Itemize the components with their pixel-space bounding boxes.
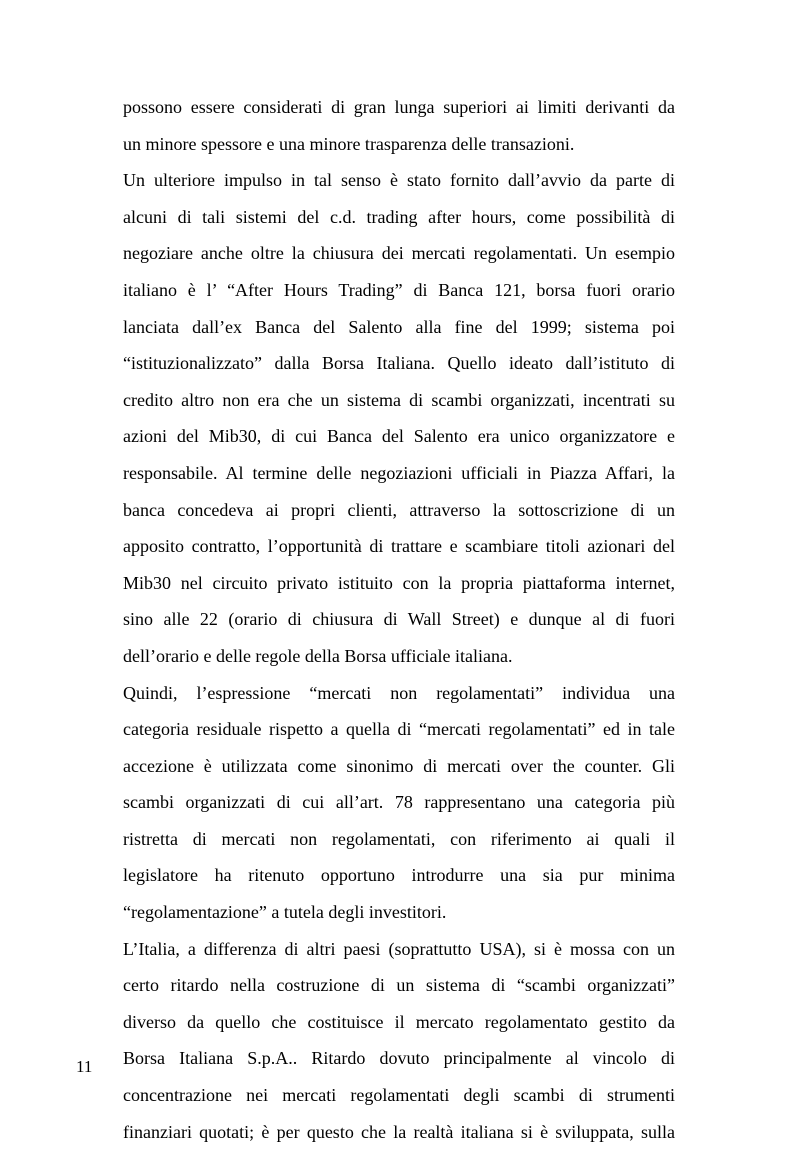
text-line: negoziare anche oltre la chiusura dei mercati regolamentati. Un esempio <box>123 243 675 264</box>
text-line: concentrazione nei mercati regolamentati degli scambi di strumenti <box>123 1085 675 1106</box>
text-line: certo ritardo nella costruzione di un sistema di “scambi organizzati” <box>123 975 675 996</box>
text-line: scambi organizzati di cui all’art. 78 rappresentano una categoria più <box>123 792 675 813</box>
text-line: responsabile. Al termine delle negoziazioni ufficiali in Piazza Affari, la <box>123 462 675 483</box>
text-line: “istituzionalizzato” dalla Borsa Italiana. Quello ideato dall’istituto di <box>123 353 675 374</box>
text-line: possono essere considerati di gran lunga superiori ai limiti derivanti da <box>123 97 675 117</box>
text-line: sino alle 22 (orario di chiusura di Wall Street) e dunque al di fuori <box>123 609 675 630</box>
text-line: dell’orario e delle regole della Borsa ufficiale italiana. <box>123 645 513 666</box>
text-line: italiano è l’ “After Hours Trading” di Banca 121, borsa fuori orario <box>123 279 675 300</box>
text-line: ristretta di mercati non regolamentati, con riferimento ai quali il <box>123 828 675 849</box>
document-body <box>123 89 675 1150</box>
paragraph-2 <box>123 162 675 674</box>
text-line: azioni del Mib30, di cui Banca del Salento era unico organizzatore e <box>123 426 675 447</box>
text-line: “regolamentazione” a tutela degli investitori. <box>123 902 447 923</box>
text-line: finanziari quotati; è per questo che la realtà italiana si è sviluppata, sulla <box>123 1121 675 1142</box>
text-line: Quindi, l’espressione “mercati non regolamentati” individua una <box>123 682 675 703</box>
text-line: Un ulteriore impulso in tal senso è stato fornito dall’avvio da parte di <box>123 170 675 191</box>
text-line: categoria residuale rispetto a quella di “mercati regolamentati” ed in tale <box>123 719 675 740</box>
text-line: alcuni di tali sistemi del c.d. trading after hours, come possibilità di <box>123 206 675 227</box>
text-line: banca concedeva ai propri clienti, attraverso la sottoscrizione di un <box>123 499 675 520</box>
text-line: credito altro non era che un sistema di scambi organizzati, incentrati su <box>123 389 675 410</box>
text-line: apposito contratto, l’opportunità di trattare e scambiare titoli azionari del <box>123 536 675 557</box>
page-number: 11 <box>76 1057 93 1076</box>
paragraph-1 <box>123 89 675 162</box>
text-line: Borsa Italiana S.p.A.. Ritardo dovuto principalmente al vincolo di <box>123 1048 675 1069</box>
text-line: un minore spessore e una minore trasparenza delle transazioni. <box>123 133 575 154</box>
text-line: legislatore ha ritenuto opportuno introdurre una sia pur minima <box>123 865 675 886</box>
paragraph-3 <box>123 675 675 931</box>
text-line: diverso da quello che costituisce il mercato regolamentato gestito da <box>123 1011 675 1032</box>
text-line: Mib30 nel circuito privato istituito con la propria piattaforma internet, <box>123 572 675 593</box>
paragraph-4 <box>123 931 675 1150</box>
text-line: lanciata dall’ex Banca del Salento alla fine del 1999; sistema poi <box>123 316 675 337</box>
text-line: accezione è utilizzata come sinonimo di mercati over the counter. Gli <box>123 755 675 776</box>
text-line: L’Italia, a differenza di altri paesi (soprattutto USA), si è mossa con un <box>123 938 675 959</box>
